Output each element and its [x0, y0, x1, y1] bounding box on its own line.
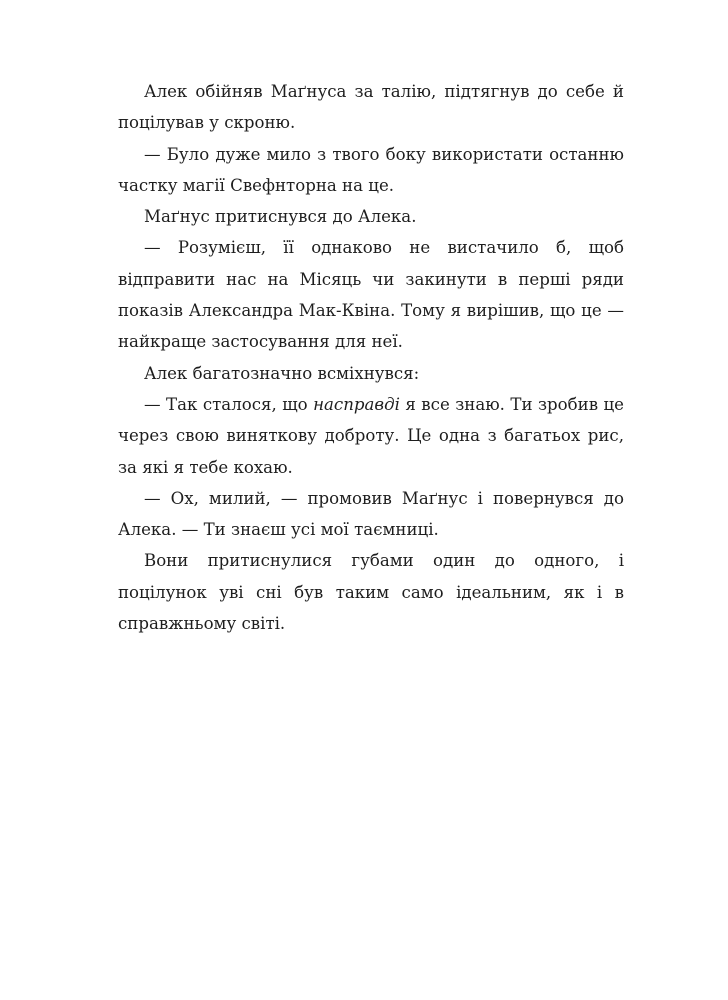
paragraph-8: Вони притиснулися губами один до одного, і поцілунок уві сні був таким само ідеальним, як і в справжньому світі.: [118, 551, 624, 634]
paragraph-1: Алек обійняв Маґнуса за талію, підтягнув до себе й поцілував у скроню.: [118, 82, 624, 133]
paragraph-2: — Було дуже мило з твого боку використати останню частку магії Свефнторна на це.: [118, 144, 624, 195]
paragraph-6: [118, 389, 624, 483]
paragraph-6-emphasis: насправді: [313, 394, 400, 414]
paragraph-4: — Розумієш, її однаково не вистачило б, щоб відправити нас на Місяць чи закинути в перші ряди показів Александра Мак-Квіна. Тому я вирішив, що це — найкраще застосування для неї.: [118, 238, 624, 352]
paragraph-7: — Ох, милий, — промовив Маґнус і повернувся до Алека. — Ти знаєш усі мої таємниці.: [118, 488, 624, 540]
paragraph-6-after: я все знаю. Ти зробив це через свою виняткову доброту. Це одна з багатьох рис, за які я тебе кохаю.: [118, 394, 624, 477]
paragraph-3: Маґнус притиснувся до Алека.: [144, 207, 417, 227]
paragraph-6-before: — Так сталося, що: [144, 394, 314, 414]
paragraph-5: Алек багатозначно всміхнувся:: [144, 363, 420, 383]
body-text: [118, 76, 624, 639]
